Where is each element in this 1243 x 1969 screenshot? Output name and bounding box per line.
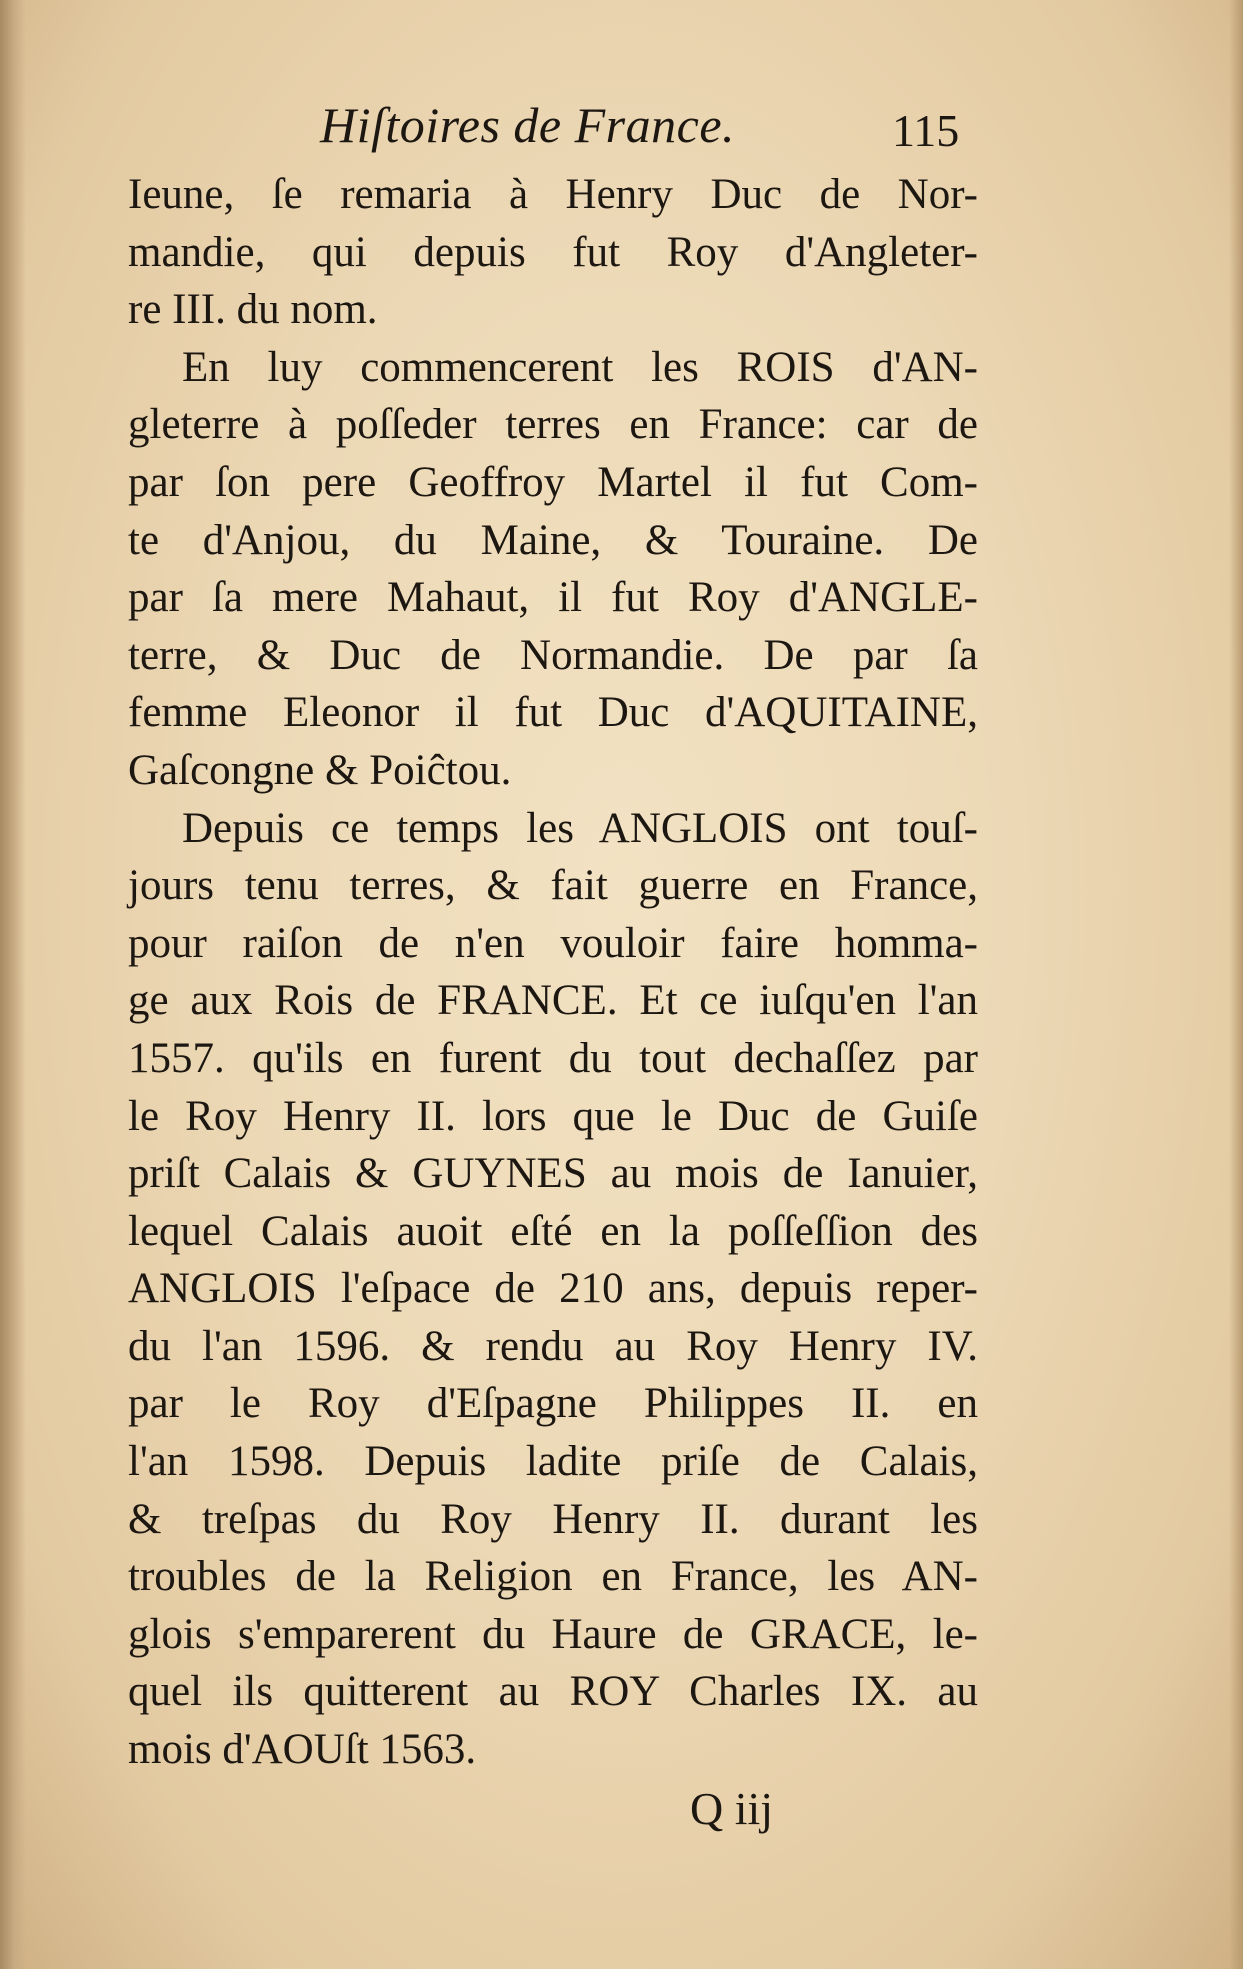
page-edge-shadow	[1229, 0, 1243, 1969]
body-text	[128, 166, 978, 1779]
text-line: du l'an 1596. & rendu au Roy Henry IV.	[128, 1322, 978, 1370]
page-number: 115	[892, 105, 960, 156]
text-line: femme Eleonor il fut Duc d'AQUITAINE,	[128, 689, 978, 737]
text-line: En luy commencerent les ROIS d'AN-	[182, 343, 978, 391]
text-line: priſt Calais & GUYNES au mois de Ianuier,	[128, 1150, 978, 1198]
text-line: quel ils quitterent au ROY Charles IX. au	[128, 1668, 978, 1716]
text-line: Depuis ce temps les ANGLOIS ont touſ-	[182, 804, 978, 852]
text-line: Ieune, ſe remaria à Henry Duc de Nor-	[128, 171, 978, 218]
text-line: par le Roy d'Eſpagne Philippes II. en	[128, 1380, 978, 1428]
text-line: par ſa mere Mahaut, il fut Roy d'ANGLE-	[128, 574, 978, 622]
text-line: ge aux Rois de FRANCE. Et ce iuſqu'en l'an	[128, 977, 978, 1025]
text-line: 1557. qu'ils en furent du tout dechaſſez par	[128, 1034, 978, 1082]
text-line: mois d'AOUſt 1563.	[128, 1726, 477, 1774]
text-line: le Roy Henry II. lors que le Duc de Guiſe	[128, 1092, 978, 1140]
text-line: mandie, qui depuis fut Roy d'Angleter-	[128, 228, 978, 276]
text-line: gleterre à poſſeder terres en France: car de	[128, 401, 978, 449]
running-head: Hiſtoires de France.	[320, 97, 736, 153]
text-line: jours tenu terres, & fait guerre en France,	[128, 862, 978, 910]
text-line: l'an 1598. Depuis ladite priſe de Calais,	[128, 1438, 978, 1486]
text-line: terre, & Duc de Normandie. De par ſa	[128, 631, 978, 679]
text-line: troubles de la Religion en France, les AN-	[128, 1553, 978, 1601]
text-line: Gaſcongne & Poiĉtou.	[128, 746, 512, 794]
page-gutter-shadow	[0, 0, 26, 1969]
text-line: ANGLOIS l'eſpace de 210 ans, depuis reper-	[128, 1265, 978, 1313]
text-line: re III. du nom.	[128, 286, 378, 334]
text-line: par ſon pere Geoffroy Martel il fut Com-	[128, 458, 978, 506]
signature-mark: Q iij	[690, 1783, 774, 1834]
text-line: te d'Anjou, du Maine, & Touraine. De	[128, 516, 978, 564]
text-line: & treſpas du Roy Henry II. durant les	[128, 1495, 978, 1543]
text-line: lequel Calais auoit eſté en la poſſeſſion des	[128, 1207, 978, 1255]
text-line: pour raiſon de n'en vouloir faire homma-	[128, 919, 978, 967]
text-line: glois s'emparerent du Haure de GRACE, le-	[128, 1610, 978, 1658]
